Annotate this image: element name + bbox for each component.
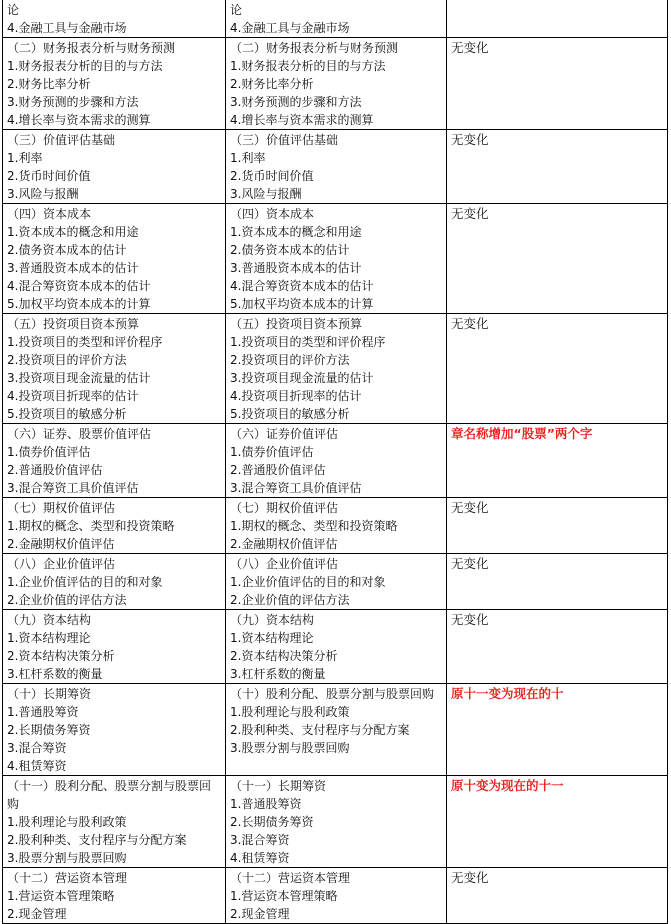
section-item: 1.投资项目的类型和评价程序	[230, 335, 386, 349]
new-syllabus-cell	[226, 0, 447, 38]
section-item: 1.企业价值评估的目的和对象	[230, 575, 386, 589]
section-item: 3.杠杆系数的衡量	[230, 667, 326, 681]
section-item: 3.风险与报酬	[230, 187, 302, 201]
section-item: 3.股票分割与股票回购	[7, 851, 127, 865]
section-item: 3.杠杆系数的衡量	[7, 667, 103, 681]
old-syllabus-cell	[3, 204, 226, 314]
section-item: 2.企业价值的评估方法	[7, 593, 127, 607]
old-syllabus-cell	[3, 554, 226, 610]
section-item: 3.财务预测的步骤和方法	[230, 95, 362, 109]
section-item: 2.债务资本成本的估计	[7, 243, 127, 257]
section-item: 2.现金管理	[7, 907, 67, 921]
section-item: 5.加权平均资本成本的计算	[230, 297, 374, 311]
chapter-heading: （三）价值评估基础	[230, 133, 339, 147]
chapter-heading: （四）资本成本	[230, 207, 315, 221]
section-item: 2.投资项目的评价方法	[7, 353, 127, 367]
section-item: 1.财务报表分析的目的与方法	[7, 59, 163, 73]
section-item: 1.营运资本管理策略	[230, 889, 338, 903]
chapter-heading: （十二）营运资本管理	[7, 871, 128, 885]
table-row	[3, 554, 668, 610]
section-item: 2.金融期权价值评估	[7, 537, 115, 551]
section-item: 2.金融期权价值评估	[230, 537, 338, 551]
chapter-heading: （十一）长期筹资	[230, 779, 327, 793]
new-syllabus-cell	[226, 314, 447, 424]
section-item: 1.期权的概念、类型和投资策略	[230, 519, 398, 533]
chapter-heading: （十二）营运资本管理	[230, 871, 351, 885]
chapter-heading: （五）投资项目资本预算	[230, 317, 363, 331]
change-note-cell	[447, 130, 668, 204]
section-item: 3.投资项目现金流量的估计	[7, 371, 151, 385]
section-item: 1.资本成本的概念和用途	[230, 225, 362, 239]
section-item: 2.债务资本成本的估计	[230, 243, 350, 257]
change-note-highlight: 章名称增加“股票”两个字	[451, 426, 593, 441]
section-item: 2.长期债务筹资	[7, 723, 91, 737]
section-item: 2.普通股价值评估	[230, 463, 326, 477]
chapter-heading: （八）企业价值评估	[7, 557, 116, 571]
section-item: 1.资本结构理论	[7, 631, 91, 645]
change-note: 无变化	[451, 132, 489, 147]
table-row	[3, 868, 668, 924]
change-note: 无变化	[451, 40, 489, 55]
section-item: 2.普通股价值评估	[7, 463, 103, 477]
table-row	[3, 610, 668, 684]
section-item: 2.长期债务筹资	[230, 815, 314, 829]
section-item: 1.资本结构理论	[230, 631, 314, 645]
change-note: 无变化	[451, 870, 489, 885]
section-item: 2.资本结构决策分析	[7, 649, 115, 663]
section-item: 1.债券价值评估	[230, 445, 314, 459]
table-row	[3, 314, 668, 424]
change-note-cell	[447, 554, 668, 610]
section-item: 1.投资项目的类型和评价程序	[7, 335, 163, 349]
section-item: 1.财务报表分析的目的与方法	[230, 59, 386, 73]
section-item: 2.投资项目的评价方法	[230, 353, 350, 367]
section-item: 1.营运资本管理策略	[7, 889, 115, 903]
old-syllabus-cell	[3, 38, 226, 130]
chapter-heading: （三）价值评估基础	[7, 133, 116, 147]
change-note-cell	[447, 868, 668, 924]
change-note-cell	[447, 38, 668, 130]
new-syllabus-cell	[226, 684, 447, 776]
change-note-cell	[447, 0, 668, 38]
new-syllabus-cell	[226, 498, 447, 554]
section-item: 2.财务比率分析	[230, 77, 314, 91]
old-syllabus-cell	[3, 130, 226, 204]
section-item: 3.普通股资本成本的估计	[7, 261, 139, 275]
table-row	[3, 130, 668, 204]
section-item: 1.企业价值评估的目的和对象	[7, 575, 163, 589]
section-item: 4.增长率与资本需求的测算	[7, 113, 151, 127]
table-row	[3, 684, 668, 776]
section-item: 2.财务比率分析	[7, 77, 91, 91]
change-note-highlight: 原十一变为现在的十	[451, 686, 564, 701]
section-item: 1.利率	[230, 151, 266, 165]
new-syllabus-cell	[226, 776, 447, 868]
section-item: 3.混合筹资工具价值评估	[7, 481, 139, 495]
table-row	[3, 424, 668, 498]
table-row	[3, 0, 668, 38]
section-item: 3.股票分割与股票回购	[230, 741, 350, 755]
new-syllabus-cell	[226, 868, 447, 924]
section-item: 1.资本成本的概念和用途	[7, 225, 139, 239]
section-item: 4.混合筹资资本成本的估计	[7, 279, 151, 293]
section-item: 1.股利理论与股利政策	[230, 705, 350, 719]
chapter-heading: （七）期权价值评估	[7, 501, 116, 515]
section-item: 3.普通股资本成本的估计	[230, 261, 362, 275]
table-row	[3, 204, 668, 314]
old-syllabus-cell	[3, 868, 226, 924]
new-syllabus-cell	[226, 610, 447, 684]
section-item: 2.货币时间价值	[230, 169, 314, 183]
chapter-heading: 论	[7, 3, 20, 17]
section-item: 1.股利理论与股利政策	[7, 815, 127, 829]
old-syllabus-cell	[3, 424, 226, 498]
table-row	[3, 38, 668, 130]
chapter-heading: （四）资本成本	[7, 207, 92, 221]
table-row	[3, 776, 668, 868]
section-item: 3.财务预测的步骤和方法	[7, 95, 139, 109]
syllabus-comparison-table	[2, 0, 668, 924]
section-item: 3.投资项目现金流量的估计	[230, 371, 374, 385]
section-item: 4.混合筹资资本成本的估计	[230, 279, 374, 293]
section-item: 4.增长率与资本需求的测算	[230, 113, 374, 127]
section-item: 1.普通股筹资	[230, 797, 302, 811]
section-item: 4.金融工具与金融市场	[7, 21, 127, 35]
section-item: 3.混合筹资	[230, 833, 290, 847]
section-item: 4.租赁筹资	[230, 851, 290, 865]
new-syllabus-cell	[226, 204, 447, 314]
section-item: 4.金融工具与金融市场	[230, 21, 350, 35]
old-syllabus-cell	[3, 610, 226, 684]
section-item: 1.债券价值评估	[7, 445, 91, 459]
new-syllabus-cell	[226, 554, 447, 610]
chapter-heading: （六）证券价值评估	[230, 427, 339, 441]
chapter-heading: （九）资本结构	[7, 613, 92, 627]
chapter-heading: （十）股利分配、股票分割与股票回购	[230, 687, 435, 701]
chapter-heading: 论	[230, 3, 243, 17]
change-note: 无变化	[451, 556, 489, 571]
change-note-cell	[447, 424, 668, 498]
change-note-cell	[447, 314, 668, 424]
section-item: 2.企业价值的评估方法	[230, 593, 350, 607]
change-note: 无变化	[451, 206, 489, 221]
section-item: 3.风险与报酬	[7, 187, 79, 201]
chapter-heading: （十一）股利分配、股票分割与股票回购	[7, 779, 212, 811]
section-item: 5.投资项目的敏感分析	[7, 407, 127, 421]
section-item: 2.现金管理	[230, 907, 290, 921]
chapter-heading: （十）长期筹资	[7, 687, 92, 701]
section-item: 3.混合筹资工具价值评估	[230, 481, 362, 495]
table-body	[3, 0, 668, 924]
new-syllabus-cell	[226, 424, 447, 498]
section-item: 5.加权平均资本成本的计算	[7, 297, 151, 311]
chapter-heading: （五）投资项目资本预算	[7, 317, 140, 331]
chapter-heading: （九）资本结构	[230, 613, 315, 627]
change-note: 无变化	[451, 500, 489, 515]
old-syllabus-cell	[3, 684, 226, 776]
section-item: 4.投资项目折现率的估计	[230, 389, 362, 403]
section-item: 1.普通股筹资	[7, 705, 79, 719]
old-syllabus-cell	[3, 314, 226, 424]
change-note-cell	[447, 498, 668, 554]
section-item: 3.混合筹资	[7, 741, 67, 755]
new-syllabus-cell	[226, 130, 447, 204]
old-syllabus-cell	[3, 498, 226, 554]
section-item: 2.资本结构决策分析	[230, 649, 338, 663]
table-row	[3, 498, 668, 554]
old-syllabus-cell	[3, 776, 226, 868]
section-item: 2.股利种类、支付程序与分配方案	[230, 723, 410, 737]
chapter-heading: （二）财务报表分析与财务预测	[230, 41, 399, 55]
change-note: 无变化	[451, 612, 489, 627]
change-note-highlight: 原十变为现在的十一	[451, 778, 564, 793]
change-note-cell	[447, 684, 668, 776]
change-note-cell	[447, 610, 668, 684]
section-item: 4.租赁筹资	[7, 759, 67, 773]
change-note-cell	[447, 204, 668, 314]
section-item: 1.利率	[7, 151, 43, 165]
change-note: 无变化	[451, 316, 489, 331]
new-syllabus-cell	[226, 38, 447, 130]
section-item: 4.投资项目折现率的估计	[7, 389, 139, 403]
chapter-heading: （八）企业价值评估	[230, 557, 339, 571]
change-note-cell	[447, 776, 668, 868]
section-item: 2.股利种类、支付程序与分配方案	[7, 833, 187, 847]
old-syllabus-cell	[3, 0, 226, 38]
section-item: 2.货币时间价值	[7, 169, 91, 183]
chapter-heading: （七）期权价值评估	[230, 501, 339, 515]
section-item: 1.期权的概念、类型和投资策略	[7, 519, 175, 533]
section-item: 5.投资项目的敏感分析	[230, 407, 350, 421]
chapter-heading: （六）证券、股票价值评估	[7, 427, 152, 441]
chapter-heading: （二）财务报表分析与财务预测	[7, 41, 176, 55]
